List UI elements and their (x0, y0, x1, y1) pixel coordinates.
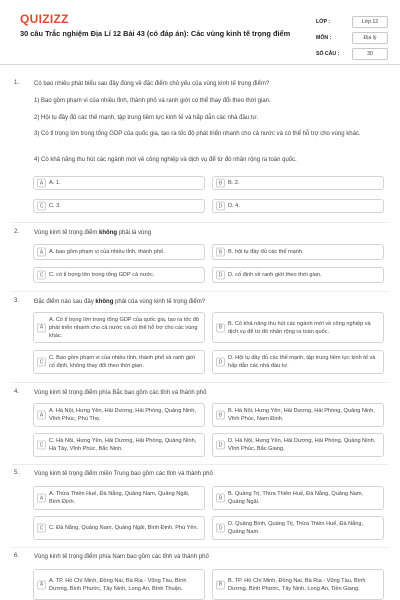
meta-label: MÔN : (316, 35, 332, 41)
option-letter: C (37, 524, 46, 533)
quizizz-logo[interactable]: QUIZIZZ (20, 12, 69, 26)
option-letter: B (216, 179, 225, 188)
option-text: C. Bao gồm phạm vi của nhiều tỉnh, thành phố và ranh giới cố định, không thay đổi theo thời gian. (49, 355, 196, 369)
option-letter: B (216, 494, 225, 503)
option-text: C. Đà Nẵng, Quảng Nam, Quảng Ngãi, Bình Định, Phú Yên. (49, 525, 199, 531)
option-letter: A (37, 411, 46, 420)
answer-option-a[interactable] (33, 312, 205, 343)
meta-value-subject: Địa lý (352, 32, 388, 44)
answer-option-d[interactable] (212, 516, 384, 540)
option-text: D. cố định về ranh giới theo thời gian. (228, 272, 322, 278)
option-text: A. TP. Hồ Chí Minh, Đồng Nai, Bà Rịa - Vũng Tàu, Bình Dương, Bình Phước, Tây Ninh, Long An, Bình Thuận. (49, 577, 187, 592)
option-letter: A (37, 580, 46, 589)
question-text: Đặc điểm nào sau đây không phải của vùng kinh tế trọng điểm? (34, 299, 206, 305)
question-text: Vùng kinh tế trọng điểm miền Trung bao gồm các tỉnh và thành phố (34, 471, 213, 477)
question-divider (12, 464, 388, 465)
option-letter: B (216, 411, 225, 420)
meta-row-class (316, 14, 388, 30)
option-text: C. 3. (49, 203, 61, 209)
option-letter: A (37, 248, 46, 257)
question-divider (12, 291, 388, 292)
question-number: 1. (14, 80, 20, 86)
question-divider (12, 547, 388, 548)
question-number: 2. (14, 229, 20, 235)
answer-option-d[interactable] (212, 350, 384, 374)
option-text: B. 2. (228, 180, 240, 186)
option-letter: D (216, 358, 225, 367)
option-letter: A (37, 494, 46, 503)
statement: 4) Có khả năng thu hút các ngành mới về công nghiệp và dịch vụ để từ đó nhân rộng ra toàn quốc. (34, 157, 297, 163)
option-letter: D (216, 524, 225, 533)
meta-row-subject (316, 30, 388, 46)
option-letter: B (216, 323, 225, 332)
option-text: D. Quảng Bình, Quảng Trị, Thừa Thiên Huế, Đà Nẵng, Quảng Nam. (228, 521, 364, 535)
option-letter: C (37, 358, 46, 367)
answer-option-c[interactable] (33, 516, 205, 540)
option-text: D. 4. (228, 203, 240, 209)
meta-row-count (316, 46, 388, 62)
option-text: A. 1. (49, 180, 61, 186)
answer-option-d[interactable] (212, 199, 384, 213)
answer-option-b[interactable] (212, 312, 384, 343)
question-divider (12, 222, 388, 223)
question-number: 3. (14, 298, 20, 304)
answer-option-d[interactable] (212, 433, 384, 457)
answer-option-c[interactable] (33, 267, 205, 283)
option-text: B. Có khả năng thu hút các ngành mới về công nghiệp và dịch vụ để từ đó nhân rộng ra toàn quốc. (228, 320, 371, 335)
option-letter: C (37, 441, 46, 450)
statement: 2) Hội tụ đầy đủ các thế mạnh, tập trung tiềm lực kinh tế và hấp dẫn các nhà đầu tư. (34, 115, 259, 121)
option-letter: D (216, 202, 225, 211)
option-text: B. Hà Nội, Hưng Yên, Hải Dương, Hải Phòng, Quảng Ninh, Vĩnh Phúc, Nam Định. (228, 408, 375, 422)
statement: 1) Bao gồm phạm vi của nhiều tỉnh, thành phố và ranh giới có thể thay đổi theo thời gian. (34, 98, 271, 104)
header-divider (0, 64, 400, 65)
question-text: Vùng kinh tế trọng điểm phía Bắc bao gồm các tỉnh và thành phố (34, 390, 207, 396)
option-text: B. TP. Hồ Chí Minh, Đồng Nai, Bà Rịa - Vũng Tàu, Bình Dương, Bình Phước, Tây Ninh, Long An, Tiền Giang. (228, 577, 366, 592)
question-text: Vùng kinh tế trọng điểm không phải là vùng (34, 230, 152, 236)
question-number: 4. (14, 389, 20, 395)
meta-value-class: Lớp 12 (352, 16, 388, 28)
page-title: 30 câu Trắc nghiệm Địa Lí 12 Bài 43 (có đáp án): Các vùng kinh tế trọng điểm (20, 29, 291, 38)
answer-option-b[interactable] (212, 244, 384, 260)
answer-option-b[interactable] (212, 569, 384, 600)
answer-option-c[interactable] (33, 433, 205, 457)
option-text: A. bao gồm phạm vi của nhiều tỉnh, thành phố. (49, 249, 165, 255)
option-text: B. hội tụ đầy đủ các thế mạnh. (228, 249, 304, 255)
option-letter: D (216, 271, 225, 280)
answer-option-a[interactable] (33, 486, 205, 510)
answer-option-a[interactable] (33, 569, 205, 600)
statement: 3) Có tỉ trọng lớn trong tổng GDP của quốc gia, tạo ra tốc độ phát triển nhanh cho cả nước và có thể hỗ trợ cho vùng khác. (34, 131, 361, 137)
answer-option-a[interactable] (33, 244, 205, 260)
answer-option-d[interactable] (212, 267, 384, 283)
option-text: D. Hà Nội, Hưng Yên, Hải Dương, Hải Phòng, Quảng Ninh, Vĩnh Phúc, Bắc Giang. (228, 438, 376, 452)
meta-panel (316, 14, 388, 62)
option-letter: B (216, 248, 225, 257)
meta-label: SỐ CÂU : (316, 51, 340, 57)
answer-option-c[interactable] (33, 350, 205, 374)
option-text: B. Quảng Trị, Thừa Thiên Huế, Đà Nẵng, Quảng Nam, Quảng Ngãi. (228, 491, 364, 505)
answer-option-b[interactable] (212, 486, 384, 510)
option-letter: D (216, 441, 225, 450)
answer-option-a[interactable] (33, 403, 205, 427)
option-text: A. Có tỉ trọng lớn trong tổng GDP của quốc gia, tạo ra tốc độ phát triển nhanh cho cả nước và có thể hỗ trợ cho các vùng khác. (49, 316, 200, 339)
answer-option-b[interactable] (212, 176, 384, 190)
meta-label: LỚP : (316, 19, 331, 25)
answer-option-b[interactable] (212, 403, 384, 427)
question-text: Vùng kinh tế trọng điểm phía Nam bao gồm các tỉnh và thành phố (34, 554, 209, 560)
answer-option-a[interactable] (33, 176, 205, 190)
option-letter: A (37, 323, 46, 332)
option-letter: A (37, 179, 46, 188)
question-number: 5. (14, 470, 20, 476)
option-text: D. Hội tụ đầy đủ các thế mạnh, tập trung tiềm lực kinh tế và hấp dẫn các nhà đầu tư. (228, 355, 376, 369)
option-text: C. có tỉ trọng lớn trong tổng GDP cả nước. (49, 272, 155, 278)
question-divider (12, 382, 388, 383)
option-text: A. Hà Nội, Hưng Yên, Hải Dương, Hải Phòng, Quảng Ninh, Vĩnh Phúc, Phú Thọ. (49, 408, 196, 422)
meta-value-count: 30 (352, 48, 388, 60)
option-text: C. Hà Nội, Hưng Yên, Hải Dương, Hải Phòng, Quảng Ninh, Hà Tây, Vĩnh Phúc, Bắc Ninh. (49, 438, 197, 452)
option-text: A. Thừa Thiên Huế, Đà Nẵng, Quảng Nam, Quảng Ngãi, Bình Định. (49, 491, 190, 505)
header (0, 0, 400, 65)
option-letter: C (37, 202, 46, 211)
question-number: 6. (14, 553, 20, 559)
question-text: Có bao nhiêu phát biểu sau đây đúng về đặc điểm chủ yếu của vùng kinh tế trọng điểm? (34, 81, 270, 87)
answer-option-c[interactable] (33, 199, 205, 213)
option-letter: C (37, 271, 46, 280)
option-letter: B (216, 580, 225, 589)
